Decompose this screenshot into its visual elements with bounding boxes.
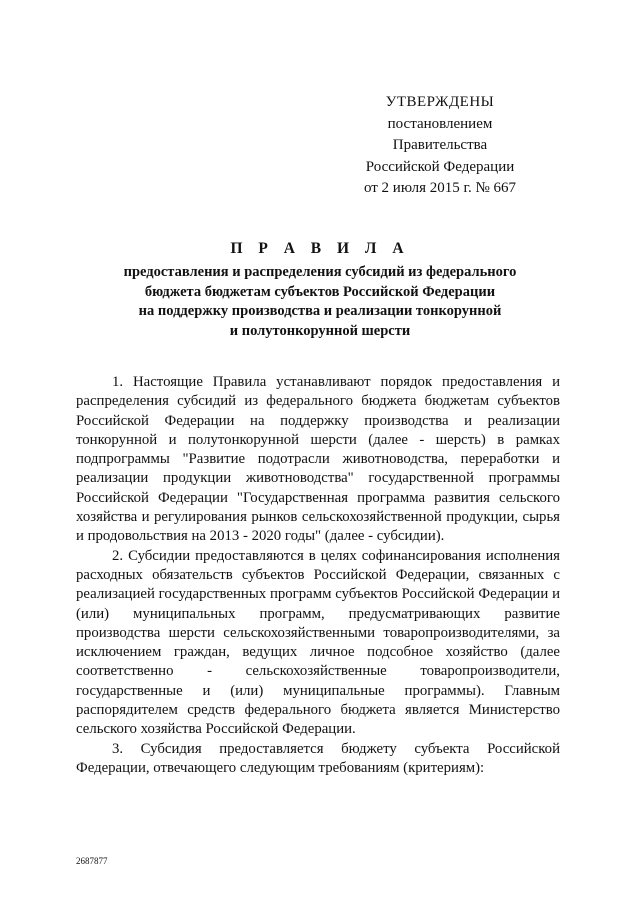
document-title: П Р А В И Л А: [230, 240, 410, 257]
document-body: [76, 373, 560, 778]
paragraph-3: 3. Субсидия предоставляется бюджету субъекта Российской Федерации, отвечающего следующим требованиям (критериям):: [76, 740, 560, 776]
subtitle-line-3: на поддержку производства и реализации тонкорунной: [138, 303, 502, 319]
subtitle-line-1: предоставления и распределения субсидий из федерального: [123, 264, 517, 280]
approval-title: УТВЕРЖДЕНЫ: [385, 94, 495, 110]
approval-stamp: [340, 92, 540, 200]
paragraph-1: 1. Настоящие Правила устанавливают порядок предоставления и распределения субсидий из федерального бюджета бюджетам субъектов Российской Федерации на поддержку производства и реализации тонкорунной и полутонкорунной шерсти (далее - шерсть) в рамках подпрограммы "Развитие подотрасли животноводства, переработки и реализации продукции животноводства" государственной программы Российской Федерации "Государственная программа развития сельского хозяйства и регулирования рынков сельскохозяйственной продукции, сырья и продовольствия на 2013 - 2020 годы" (далее - субсидии).: [76, 374, 560, 545]
approval-line-2: Российской Федерации: [365, 158, 515, 175]
approval-line-1: постановлением Правительства: [387, 115, 493, 153]
paragraph-2: 2. Субсидии предоставляются в целях софинансирования исполнения расходных обязательств субъектов Российской Федерации, связанных с реализацией государственных программ субъектов Российской Федерации и (или) муниципальных программ, предусматривающих развитие производства шерсти сельскохозяйственными товаропроизводителями, за исключением граждан, ведущих личное подсобное хозяйство (далее соответственно - сельскохозяйственные товаропроизводители, государственные и (или) муниципальные программы). Главным распорядителем средств федерального бюджета является Министерство сельского хозяйства Российской Федерации.: [76, 547, 560, 738]
document-number: 2687877: [76, 856, 108, 866]
subtitle-line-4: и полутонкорунной шерсти: [229, 322, 411, 339]
document-subtitle: [100, 263, 540, 341]
subtitle-line-2: бюджета бюджетам субъектов Российской Федерации: [144, 283, 496, 300]
approval-line-3: от 2 июля 2015 г. № 667: [363, 180, 517, 196]
